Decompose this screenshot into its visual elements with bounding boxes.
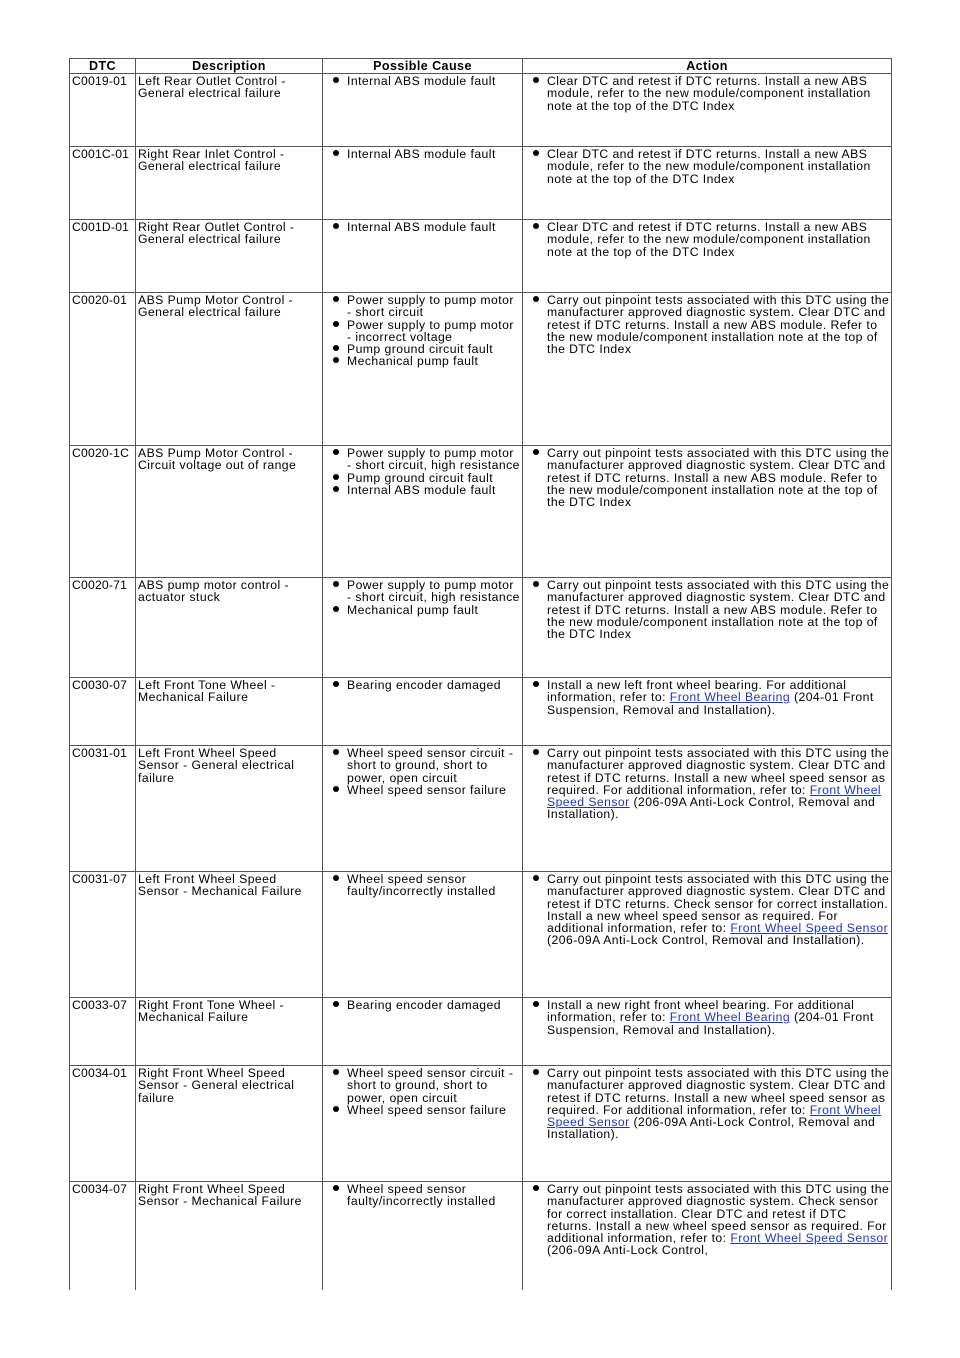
possible-cause-cell: [323, 678, 523, 746]
table-row: [70, 1066, 892, 1182]
possible-cause-item: Mechanical pump fault: [325, 604, 521, 616]
possible-cause-cell: [323, 74, 523, 147]
possible-cause-list: [325, 999, 521, 1011]
action-list: [525, 447, 890, 508]
possible-cause-item: Power supply to pump motor - incorrect voltage: [325, 319, 521, 344]
header-dtc: DTC: [70, 59, 136, 74]
action-cell: [523, 74, 892, 147]
action-cell: [523, 872, 892, 998]
dtc-code: C0034-01: [70, 1066, 136, 1182]
action-list: [525, 747, 890, 821]
possible-cause-item: Internal ABS module fault: [325, 221, 521, 233]
action-list: [525, 148, 890, 185]
possible-cause-cell: [323, 1066, 523, 1182]
possible-cause-item: Internal ABS module fault: [325, 484, 521, 496]
reference-link[interactable]: Front Wheel Bearing: [669, 690, 791, 705]
dtc-code: C0020-1C: [70, 446, 136, 578]
action-text: Install a new left front wheel bearing. For additional information, refer to:: [547, 678, 847, 705]
dtc-description: Left Front Wheel Speed Sensor - General electrical failure: [136, 746, 323, 872]
action-text: (206-09A Anti-Lock Control, Removal and Installation).: [547, 933, 865, 948]
action-text: Install a new right front wheel bearing. For additional information, refer to:: [547, 998, 855, 1025]
possible-cause-item: Bearing encoder damaged: [325, 999, 521, 1011]
table-row: [70, 578, 892, 678]
action-cell: [523, 446, 892, 578]
possible-cause-list: [325, 221, 521, 233]
action-text: Carry out pinpoint tests associated with this DTC using the manufacturer approved diagnostic system. Clear DTC and retest if DTC returns. Install a new wheel speed sensor as required. For additional information, refer to:: [547, 746, 890, 797]
possible-cause-list: [325, 873, 521, 898]
possible-cause-item: Bearing encoder damaged: [325, 679, 521, 691]
possible-cause-item: Wheel speed sensor circuit - short to ground, short to power, open circuit: [325, 747, 521, 784]
table-row: [70, 74, 892, 147]
possible-cause-item: Mechanical pump fault: [325, 355, 521, 367]
possible-cause-list: [325, 447, 521, 496]
action-text: Carry out pinpoint tests associated with this DTC using the manufacturer approved diagnostic system. Clear DTC and retest if DTC returns. Check sensor for correct installation. Install a new wheel speed sensor as required. For additional information, refer to:: [547, 872, 890, 936]
action-item: [525, 873, 890, 947]
action-text: Carry out pinpoint tests associated with this DTC using the manufacturer approved diagnostic system. Clear DTC and retest if DTC returns. Install a new ABS module. Refer to the new module/component installation note at the top of the DTC Index: [547, 578, 890, 642]
possible-cause-cell: [323, 872, 523, 998]
possible-cause-item: Internal ABS module fault: [325, 75, 521, 87]
possible-cause-item: Pump ground circuit fault: [325, 472, 521, 484]
action-item: [525, 1067, 890, 1141]
action-item: [525, 747, 890, 821]
action-list: [525, 1067, 890, 1141]
table-header-row: [70, 59, 892, 74]
action-text: (206-09A Anti-Lock Control, Removal and Installation).: [547, 1115, 876, 1142]
table-row: [70, 293, 892, 446]
dtc-description: ABS Pump Motor Control - General electrical failure: [136, 293, 323, 446]
action-item: [525, 221, 890, 258]
dtc-description: Left Rear Outlet Control - General electrical failure: [136, 74, 323, 147]
dtc-code: C0031-01: [70, 746, 136, 872]
action-text: (206-09A Anti-Lock Control,: [547, 1243, 709, 1258]
possible-cause-item: Wheel speed sensor faulty/incorrectly installed: [325, 873, 521, 898]
action-item: [525, 999, 890, 1036]
possible-cause-cell: [323, 220, 523, 293]
possible-cause-cell: [323, 998, 523, 1066]
action-item: [525, 579, 890, 640]
dtc-table: [69, 58, 892, 1290]
table-row: [70, 147, 892, 220]
dtc-code: C0030-07: [70, 678, 136, 746]
action-cell: [523, 293, 892, 446]
possible-cause-list: [325, 747, 521, 796]
action-item: [525, 679, 890, 716]
action-item: [525, 447, 890, 508]
dtc-description: ABS pump motor control - actuator stuck: [136, 578, 323, 678]
action-list: [525, 873, 890, 947]
dtc-description: Left Front Wheel Speed Sensor - Mechanical Failure: [136, 872, 323, 998]
action-list: [525, 679, 890, 716]
possible-cause-item: Power supply to pump motor - short circuit, high resistance: [325, 579, 521, 604]
action-text: Carry out pinpoint tests associated with this DTC using the manufacturer approved diagnostic system. Clear DTC and retest if DTC returns. Install a new ABS module. Refer to the new module/component installation note at the top of the DTC Index: [547, 446, 890, 510]
action-list: [525, 1183, 890, 1257]
action-cell: [523, 998, 892, 1066]
table-row: [70, 872, 892, 998]
dtc-code: C0019-01: [70, 74, 136, 147]
table-row: [70, 220, 892, 293]
possible-cause-item: Pump ground circuit fault: [325, 343, 521, 355]
action-item: [525, 1183, 890, 1257]
action-text: Clear DTC and retest if DTC returns. Install a new ABS module, refer to the new module/component installation note at the top of the DTC Index: [547, 220, 871, 259]
possible-cause-item: Power supply to pump motor - short circuit: [325, 294, 521, 319]
table-row: [70, 746, 892, 872]
reference-link[interactable]: Front Wheel Bearing: [669, 1010, 791, 1025]
action-cell: [523, 746, 892, 872]
action-list: [525, 75, 890, 112]
possible-cause-item: Wheel speed sensor failure: [325, 784, 521, 796]
possible-cause-list: [325, 579, 521, 616]
table-row: [70, 446, 892, 578]
dtc-description: Right Front Tone Wheel - Mechanical Failure: [136, 998, 323, 1066]
possible-cause-list: [325, 1067, 521, 1116]
action-text: Carry out pinpoint tests associated with this DTC using the manufacturer approved diagnostic system. Check sensor for correct installation. Clear DTC and retest if DTC returns. Install a new wheel speed sensor as required. For additional information, refer to:: [547, 1182, 890, 1246]
action-text: Clear DTC and retest if DTC returns. Install a new ABS module, refer to the new module/component installation note at the top of the DTC Index: [547, 147, 871, 186]
possible-cause-item: Wheel speed sensor failure: [325, 1104, 521, 1116]
possible-cause-list: [325, 148, 521, 160]
possible-cause-cell: [323, 746, 523, 872]
action-list: [525, 221, 890, 258]
dtc-code: C0034-07: [70, 1182, 136, 1290]
possible-cause-cell: [323, 446, 523, 578]
action-text: (204-01 Front Suspension, Removal and Installation).: [547, 690, 874, 717]
action-cell: [523, 220, 892, 293]
action-list: [525, 999, 890, 1036]
dtc-description: Right Rear Inlet Control - General electrical failure: [136, 147, 323, 220]
dtc-description: Right Front Wheel Speed Sensor - Mechanical Failure: [136, 1182, 323, 1290]
action-text: Clear DTC and retest if DTC returns. Install a new ABS module, refer to the new module/component installation note at the top of the DTC Index: [547, 74, 871, 113]
action-cell: [523, 678, 892, 746]
action-cell: [523, 1066, 892, 1182]
action-cell: [523, 1182, 892, 1290]
reference-link[interactable]: Front Wheel Speed Sensor: [547, 782, 882, 810]
possible-cause-list: [325, 294, 521, 368]
possible-cause-item: Power supply to pump motor - short circuit, high resistance: [325, 447, 521, 472]
dtc-description: Right Rear Outlet Control - General electrical failure: [136, 220, 323, 293]
action-text: Carry out pinpoint tests associated with this DTC using the manufacturer approved diagnostic system. Clear DTC and retest if DTC returns. Install a new wheel speed sensor as required. For additional information, refer to:: [547, 1066, 890, 1117]
possible-cause-list: [325, 1183, 521, 1208]
dtc-code: C0031-07: [70, 872, 136, 998]
header-action: Action: [523, 59, 892, 74]
possible-cause-cell: [323, 1182, 523, 1290]
action-item: [525, 75, 890, 112]
dtc-code: C0033-07: [70, 998, 136, 1066]
reference-link[interactable]: Front Wheel Speed Sensor: [547, 1102, 882, 1130]
dtc-code: C001C-01: [70, 147, 136, 220]
possible-cause-cell: [323, 147, 523, 220]
action-list: [525, 294, 890, 355]
action-text: Carry out pinpoint tests associated with this DTC using the manufacturer approved diagnostic system. Clear DTC and retest if DTC returns. Install a new ABS module. Refer to the new module/component installation note at the top of the DTC Index: [547, 293, 890, 357]
header-possible-cause: Possible Cause: [323, 59, 523, 74]
possible-cause-list: [325, 679, 521, 691]
header-description: Description: [136, 59, 323, 74]
possible-cause-item: Wheel speed sensor faulty/incorrectly installed: [325, 1183, 521, 1208]
action-text: (206-09A Anti-Lock Control, Removal and Installation).: [547, 795, 876, 822]
possible-cause-cell: [323, 578, 523, 678]
table-row: [70, 1182, 892, 1290]
possible-cause-list: [325, 75, 521, 87]
dtc-code: C001D-01: [70, 220, 136, 293]
action-item: [525, 294, 890, 355]
reference-link[interactable]: Front Wheel Speed Sensor: [730, 921, 889, 936]
action-cell: [523, 147, 892, 220]
table-row: [70, 998, 892, 1066]
dtc-description: Left Front Tone Wheel - Mechanical Failure: [136, 678, 323, 746]
action-item: [525, 148, 890, 185]
possible-cause-item: Wheel speed sensor circuit - short to ground, short to power, open circuit: [325, 1067, 521, 1104]
table-row: [70, 678, 892, 746]
dtc-code: C0020-71: [70, 578, 136, 678]
possible-cause-item: Internal ABS module fault: [325, 148, 521, 160]
action-text: (204-01 Front Suspension, Removal and Installation).: [547, 1010, 874, 1037]
reference-link[interactable]: Front Wheel Speed Sensor: [730, 1231, 889, 1246]
dtc-description: ABS Pump Motor Control - Circuit voltage out of range: [136, 446, 323, 578]
action-cell: [523, 578, 892, 678]
dtc-code: C0020-01: [70, 293, 136, 446]
dtc-description: Right Front Wheel Speed Sensor - General electrical failure: [136, 1066, 323, 1182]
action-list: [525, 579, 890, 640]
possible-cause-cell: [323, 293, 523, 446]
